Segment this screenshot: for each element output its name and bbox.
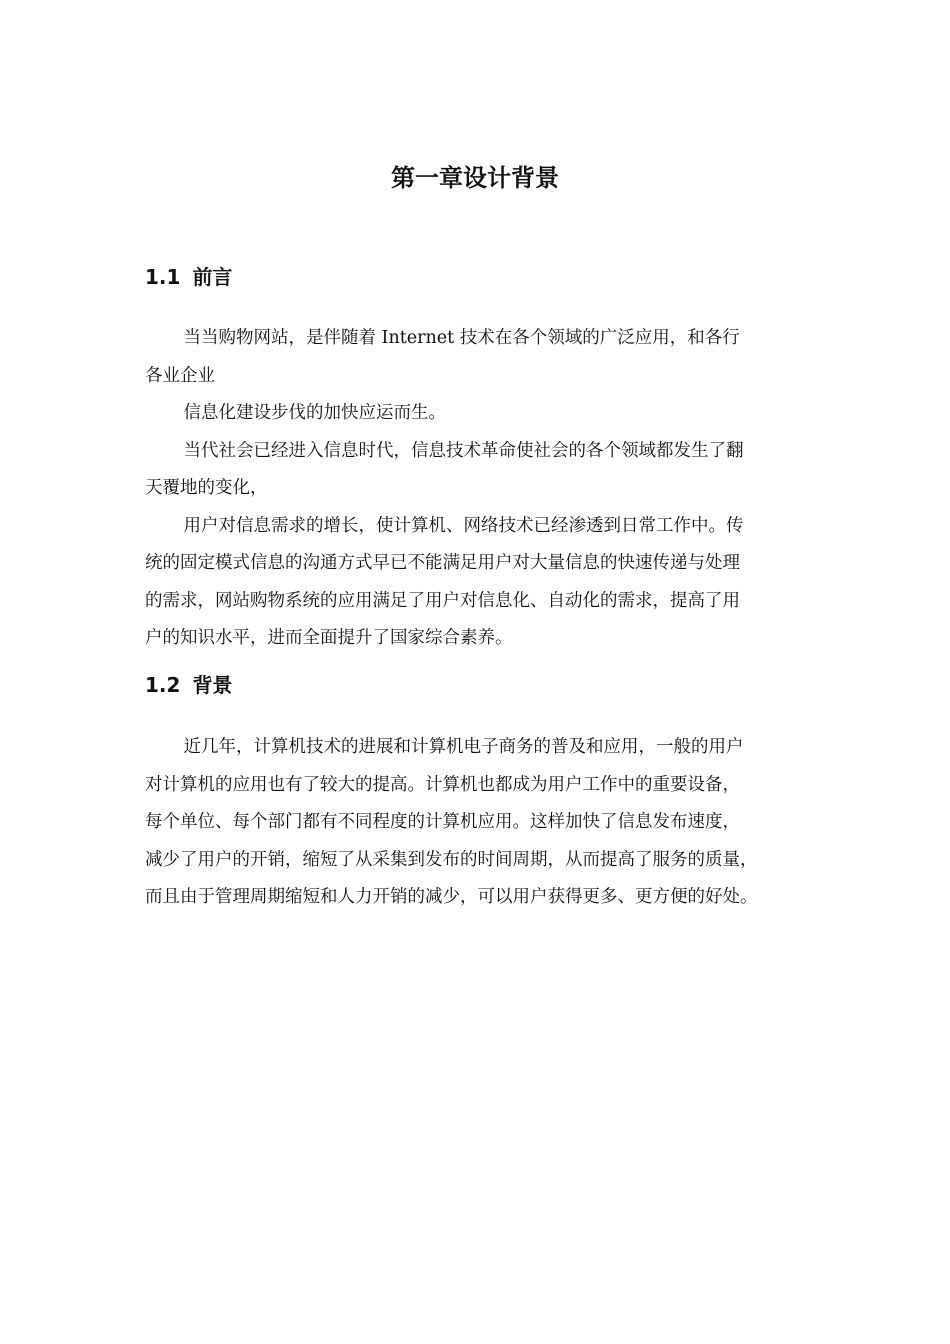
section-heading-1-1 [145,262,232,292]
section-title: 前言 [192,265,233,289]
paragraph-line: 对计算机的应用也有了较大的提高。计算机也都成为用户工作中的重要设备， [145,774,740,795]
section-number: 1.1 [145,265,181,289]
section-body-1-1 [145,320,810,658]
paragraph-line: 的需求，网站购物系统的应用满足了用户对信息化、自动化的需求，提高了用 [145,590,740,611]
section-number: 1.2 [145,673,181,697]
paragraph-line: 统的固定模式信息的沟通方式早已不能满足用户对大量信息的快速传递与处理 [145,553,740,573]
paragraph-line: 天覆地的变化， [145,478,268,498]
section-body-1-2 [145,729,810,917]
paragraph-line: 当代社会已经进入信息时代，信息技术革命使社会的各个领域都发生了翻 [183,440,744,461]
paragraph-line: 信息化建设步伐的加快应运而生。 [183,403,446,423]
paragraph-line: 而且由于管理周期缩短和人力开销的减少，可以用户获得更多、更方便的好处。 [145,887,758,907]
section-heading-1-2 [145,670,232,700]
section-title: 背景 [192,673,233,697]
paragraph-line: 近几年，计算机技术的进展和计算机电子商务的普及和应用，一般的用户 [183,737,744,757]
paragraph-line: 每个单位、每个部门都有不同程度的计算机应用。这样加快了信息发布速度， [145,812,740,832]
paragraph-line: 减少了用户的开销，缩短了从采集到发布的时间周期，从而提高了服务的质量， [145,849,758,870]
paragraph-line: 用户对信息需求的增长，使计算机、网络技术已经渗透到日常工作中。传 [183,515,744,536]
paragraph-line: 当当购物网站，是伴随着 Internet 技术在各个领域的广泛应用，和各行 [183,328,740,348]
paragraph-line: 户的知识水平，进而全面提升了国家综合素养。 [145,628,513,648]
paragraph-line: 各业企业 [145,365,215,386]
chapter-title: 第一章设计背景 [391,164,559,192]
